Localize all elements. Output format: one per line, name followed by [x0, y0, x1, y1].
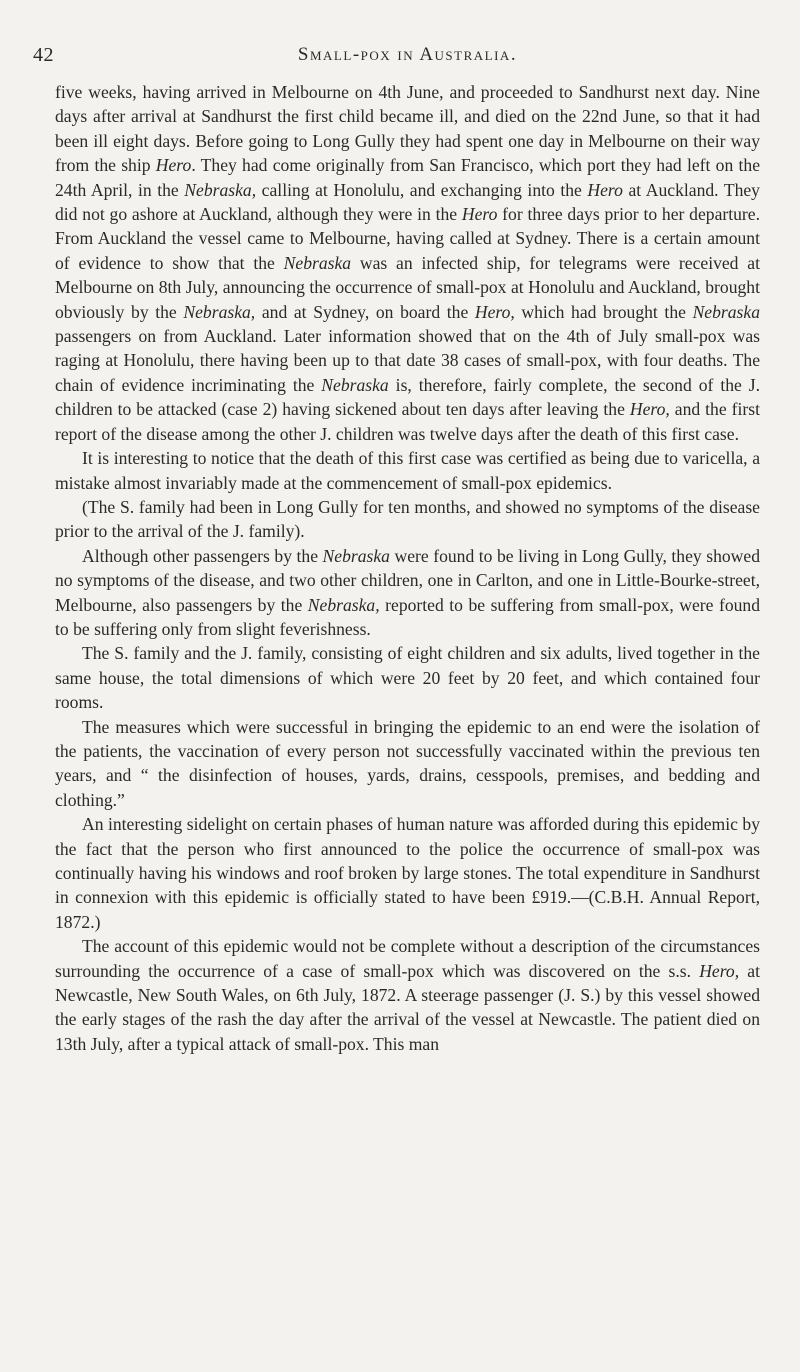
- paragraph: [55, 641, 760, 714]
- page-header: [33, 44, 760, 76]
- text-run: five weeks, having arrived in Melbourne on 4th June, and proceeded to Sandhurst next day. Nine days after arrival at Sandhurst the first child became ill, and died on the 22nd June, so that it had been ill eight days. Before going to Long Gully they had spent one day in Melbourne on their way from the ship: [55, 82, 760, 176]
- text-run: and the first report of the disease among the other J. children was twelve days after the death of this first case.: [55, 399, 760, 444]
- text-run: is, therefore, fairly complete, the second of the J. children to be attacked (case 2) having sickened about ten days after leaving the: [55, 374, 761, 420]
- text-run: (The S. family had been in Long Gully for ten months, and showed no symptoms of the disease prior to the arrival of the J. family).: [55, 496, 760, 542]
- italic-text: Nebraska: [322, 545, 390, 566]
- text-run: and at Sydney, on board the: [255, 301, 475, 322]
- italic-text: Hero: [155, 155, 192, 176]
- paragraph: [55, 934, 760, 1056]
- text-run: . They had come originally from San Francisco, which port they had left on the 24th April, in the: [55, 155, 760, 200]
- page-number: 42: [33, 44, 54, 66]
- italic-text: Hero: [461, 204, 498, 225]
- text-run: were found to be living in Long Gully, they showed no symptoms of the disease, and two other children, one in Carlton, and one in Little-Bourke-street, Melbourne, also passengers by the: [55, 545, 760, 615]
- text-run: The account of this epidemic would not be complete without a description of the circumstances surrounding the occurrence of a case of small-pox which was discovered on the s.s.: [55, 936, 760, 981]
- text-run: The measures which were successful in bringing the epidemic to an end were the isolation of the patients, the vaccination of every person not successfully vaccinated within the previous ten years, and “ the disinfection of houses, yards, drains, cesspools, premises, and bedding and clothing.”: [55, 716, 760, 810]
- text-run: at Newcastle, New South Wales, on 6th July, 1872. A steerage passenger (J. S.) by this vessel showed the early stages of the rash the day after the arrival of the vessel at Newcastle. The patient died on 13th July, after a typical attack of small-pox. This man: [55, 960, 760, 1054]
- text-run: The S. family and the J. family, consisting of eight children and six adults, lived together in the same house, the total dimensions of which were 20 feet by 20 feet, and which contained four rooms.: [55, 643, 760, 713]
- body-text: [55, 80, 760, 1056]
- text-run: It is interesting to notice that the death of this first case was certified as being due to varicella, a mistake almost invariably made at the commencement of small-pox epidemics.: [55, 448, 760, 493]
- text-run: which had brought the: [514, 301, 693, 322]
- italic-text: Nebraska,: [183, 301, 256, 322]
- italic-text: Hero,: [699, 960, 740, 981]
- text-run: reported to be suffering from small-pox, were found to be suffering only from slight feverishness.: [55, 594, 761, 639]
- text-run: was an infected ship, for telegrams were received at Melbourne on 8th July, announcing the occurrence of small-pox at Honolulu and Auckland, brought obviously by the: [55, 252, 760, 322]
- italic-text: Nebraska: [321, 374, 389, 395]
- paragraph: [55, 812, 760, 934]
- text-run: An interesting sidelight on certain phases of human nature was afforded during this epidemic by the fact that the person who first announced to the police the occurrence of small-pox was continually having his windows and roof broken by large stones. The total expenditure in Sandhurst in connexion with this epidemic is officially stated to have been £919.—(C.B.H. Annual Report, 1872.): [55, 814, 760, 932]
- italic-text: Hero,: [629, 399, 670, 420]
- paragraph: [55, 544, 760, 642]
- italic-text: Nebraska,: [307, 594, 380, 615]
- italic-text: Hero,: [474, 301, 515, 322]
- italic-text: Hero: [587, 179, 623, 200]
- text-run: passengers on from Auckland. Later information showed that on the 4th of July small-pox was raging at Honolulu, there having been up to that date 38 cases of small-pox, with four deaths. The chain of evidence incriminating the: [55, 326, 760, 395]
- running-title: Small-pox in Australia.: [297, 44, 518, 65]
- text-run: Although other passengers by the: [82, 545, 323, 566]
- text-run: at Auckland. They did not go ashore at Auckland, although they were in the: [55, 179, 760, 225]
- paragraph: [55, 80, 760, 446]
- paragraph: [55, 495, 760, 544]
- italic-text: Nebraska: [283, 252, 352, 273]
- text-run: for three days prior to her departure. From Auckland the vessel came to Melbourne, having called at Sydney. There is a certain amount of evidence to show that the: [55, 204, 760, 273]
- text-run: calling at Honolulu, and exchanging into the: [256, 179, 588, 200]
- book-page: [33, 44, 761, 1056]
- paragraph: [55, 446, 760, 495]
- paragraph: [55, 715, 760, 813]
- italic-text: Nebraska: [692, 301, 760, 322]
- italic-text: Nebraska,: [184, 179, 257, 200]
